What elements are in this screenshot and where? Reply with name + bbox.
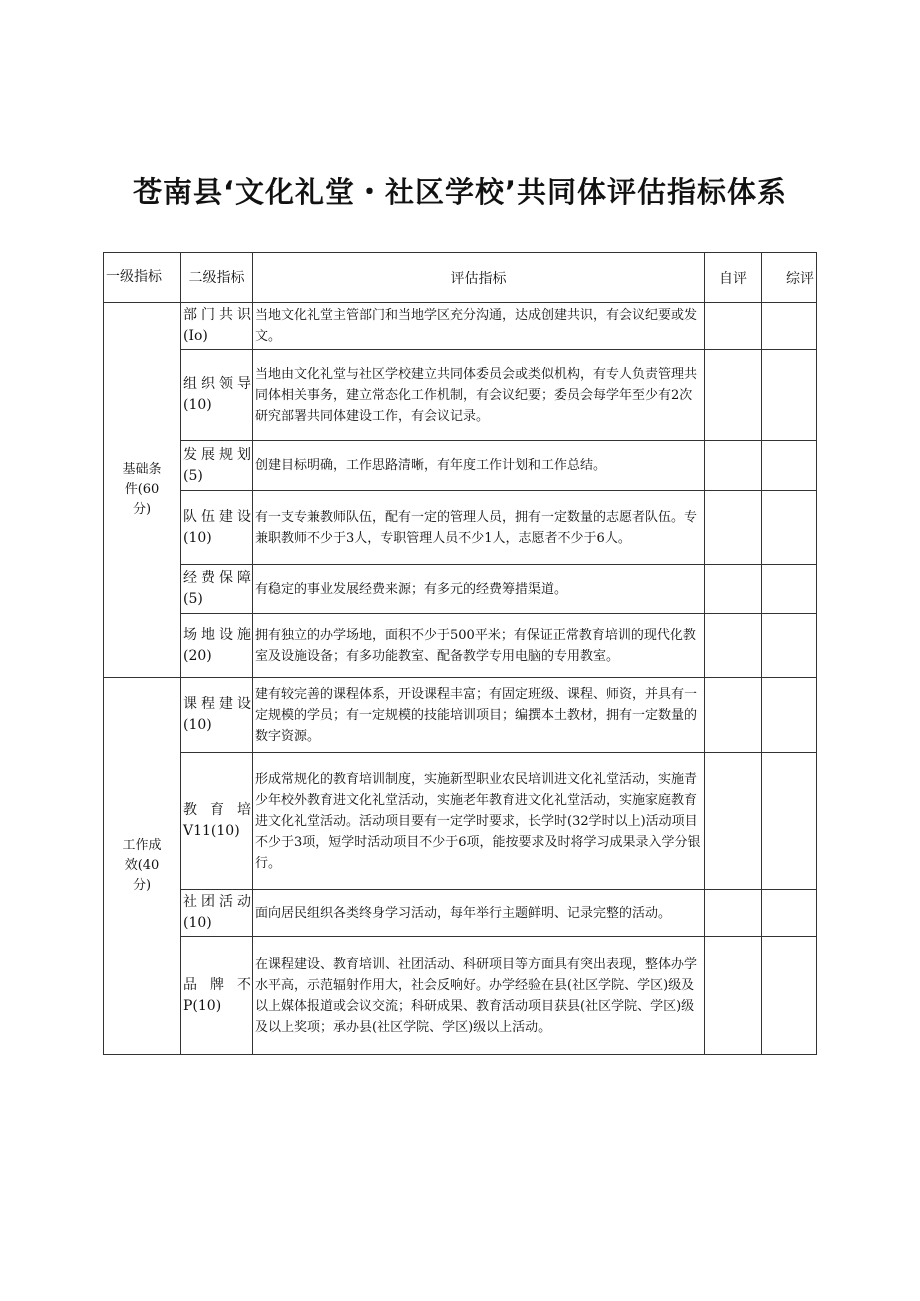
self-eval-cell — [705, 937, 762, 1055]
overall-eval-cell — [762, 753, 817, 890]
header-self-eval: 自评 — [705, 253, 762, 303]
overall-eval-cell — [762, 937, 817, 1055]
self-eval-cell — [705, 491, 762, 565]
category-results — [104, 678, 181, 1055]
table-row — [104, 614, 817, 678]
self-eval-cell — [705, 350, 762, 441]
table-row — [104, 937, 817, 1055]
overall-eval-cell — [762, 491, 817, 565]
indicator-text: 有一支专兼教师队伍，配有一定的管理人员，拥有一定数量的志愿者队伍。专兼职教师不少于3人，专职管理人员不少1人，志愿者不少于6人。 — [253, 491, 705, 565]
self-eval-cell — [705, 678, 762, 753]
self-eval-cell — [705, 753, 762, 890]
overall-eval-cell — [762, 565, 817, 614]
overall-eval-cell — [762, 890, 817, 937]
category-label: 工作成效(40分) — [122, 838, 162, 893]
sub-indicator: 发展规划(5) — [181, 441, 253, 491]
indicator-text: 面向居民组织各类终身学习活动，每年举行主题鲜明、记录完整的活动。 — [253, 890, 705, 937]
page-title: 苍南县‘文化礼堂・社区学校’共同体评估指标体系 — [132, 175, 788, 209]
indicator-text: 当地由文化礼堂与社区学校建立共同体委员会或类似机构，有专人负责管理共同体相关事务，建立常态化工作机制，有会议纪要；委员会每学年至少有2次研究部署共同体建设工作，有会议记录。 — [253, 350, 705, 441]
overall-eval-cell — [762, 350, 817, 441]
sub-indicator: 队伍建设(10) — [181, 491, 253, 565]
self-eval-cell — [705, 614, 762, 678]
sub-indicator: 教育培V11(10) — [181, 753, 253, 890]
table-row — [104, 441, 817, 491]
overall-eval-cell — [762, 678, 817, 753]
sub-indicator: 品牌不P(10) — [181, 937, 253, 1055]
overall-eval-cell — [762, 441, 817, 491]
overall-eval-cell — [762, 614, 817, 678]
header-level2: 二级指标 — [181, 253, 253, 303]
category-basic — [104, 303, 181, 678]
indicator-text: 形成常规化的教育培训制度，实施新型职业农民培训进文化礼堂活动，实施青少年校外教育进文化礼堂活动，实施老年教育进文化礼堂活动，实施家庭教育进文化礼堂活动。活动项目要有一定学时要求，长学时(32学时以上)活动项目不少于3项，短学时活动项目不少于6项，能按要求及时将学习成果录入学分银行。 — [253, 753, 705, 890]
category-label: 基础条件(60分) — [122, 462, 162, 517]
indicator-text: 有稳定的事业发展经费来源；有多元的经费筹措渠道。 — [253, 565, 705, 614]
sub-indicator: 经费保障(5) — [181, 565, 253, 614]
indicator-text: 拥有独立的办学场地，面积不少于500平米；有保证正常教育培训的现代化教室及设施设备；有多功能教室、配备教学专用电脑的专用教室。 — [253, 614, 705, 678]
self-eval-cell — [705, 303, 762, 350]
overall-eval-cell — [762, 303, 817, 350]
sub-indicator: 组织领导(10) — [181, 350, 253, 441]
table-row — [104, 491, 817, 565]
table-row — [104, 753, 817, 890]
sub-indicator: 社团活动(10) — [181, 890, 253, 937]
indicator-text: 建有较完善的课程体系，开设课程丰富；有固定班级、课程、师资，并具有一定规模的学员；有一定规模的技能培训项目；编撰本土教材，拥有一定数量的数字资源。 — [253, 678, 705, 753]
table-row — [104, 350, 817, 441]
sub-indicator: 场地设施(20) — [181, 614, 253, 678]
self-eval-cell — [705, 441, 762, 491]
header-level1: 一级指标 — [104, 253, 181, 303]
table-row — [104, 890, 817, 937]
header-indicator: 评估指标 — [253, 253, 705, 303]
table-row — [104, 565, 817, 614]
indicator-text: 当地文化礼堂主管部门和当地学区充分沟通，达成创建共识，有会议纪要或发文。 — [253, 303, 705, 350]
evaluation-table — [103, 252, 817, 1055]
table-row — [104, 303, 817, 350]
table-row — [104, 678, 817, 753]
indicator-text: 在课程建设、教育培训、社团活动、科研项目等方面具有突出表现，整体办学水平高，示范辐射作用大，社会反响好。办学经验在县(社区学院、学区)级及以上媒体报道或会议交流；科研成果、教育活动项目获县(社区学院、学区)级及以上奖项；承办县(社区学院、学区)级以上活动。 — [253, 937, 705, 1055]
self-eval-cell — [705, 565, 762, 614]
header-overall-eval: 综评 — [762, 253, 817, 303]
table-header-row — [104, 253, 817, 303]
sub-indicator: 部门共识(Io) — [181, 303, 253, 350]
sub-indicator: 课程建设(10) — [181, 678, 253, 753]
self-eval-cell — [705, 890, 762, 937]
indicator-text: 创建目标明确，工作思路清晰，有年度工作计划和工作总结。 — [253, 441, 705, 491]
